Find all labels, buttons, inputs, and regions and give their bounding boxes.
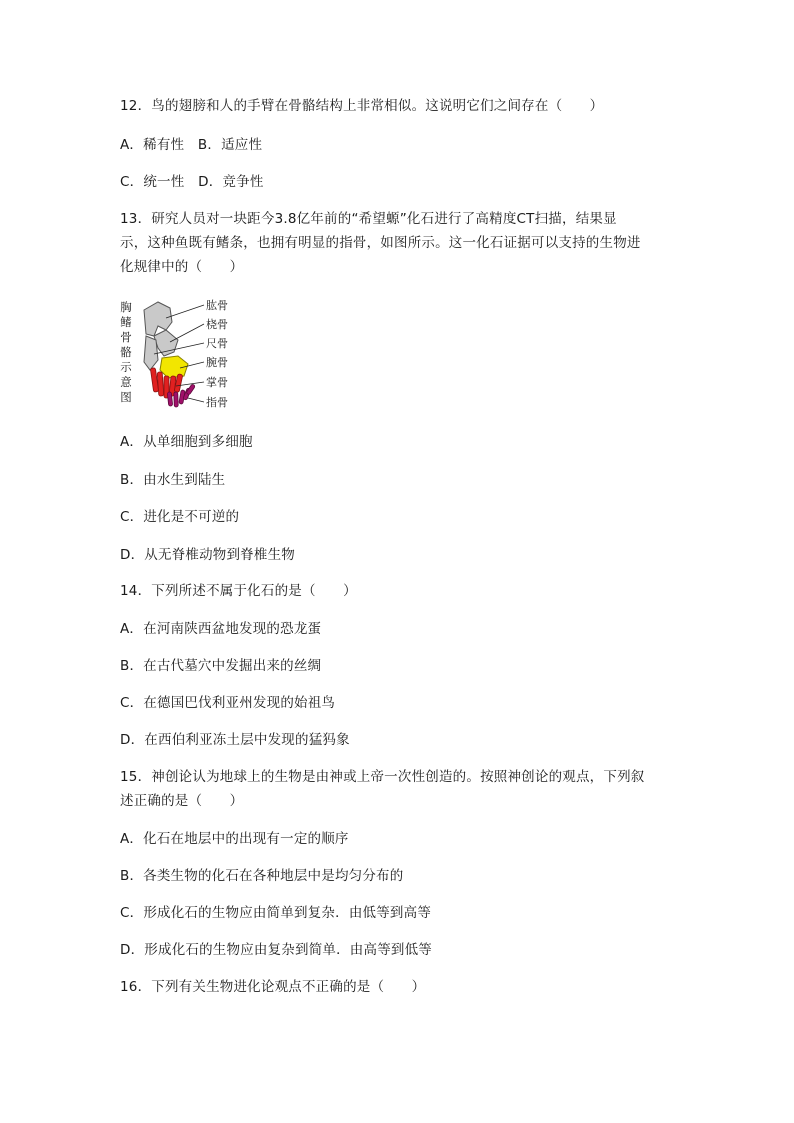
- q15-option-c: C．形成化石的生物应由简单到复杂．由低等到高等: [120, 905, 432, 921]
- fin-bones-drawing: [118, 296, 248, 414]
- label-radius: 桡骨: [206, 318, 228, 331]
- q13-stem-line2: 示，这种鱼既有鳍条，也拥有明显的指骨，如图所示。这一化石证据可以支持的生物进: [120, 235, 641, 251]
- q12-options-row2: C．统一性 D．竞争性: [120, 174, 264, 190]
- q13-option-a: A．从单细胞到多细胞: [120, 434, 253, 450]
- q13-option-c: C．进化是不可逆的: [120, 509, 240, 525]
- q14-option-b: B．在古代墓穴中发掘出来的丝绸: [120, 658, 322, 674]
- q14-option-d: D．在西伯利亚冻土层中发现的猛犸象: [120, 732, 350, 748]
- q14-option-a: A．在河南陕西盆地发现的恐龙蛋: [120, 621, 322, 637]
- label-metacarpal: 掌骨: [206, 376, 228, 389]
- q14-stem: 14．下列所述不属于化石的是（ ）: [120, 583, 357, 599]
- label-humerus: 肱骨: [206, 299, 228, 312]
- q15-option-d: D．形成化石的生物应由复杂到简单．由高等到低等: [120, 942, 432, 958]
- ulna-bone: [144, 336, 158, 370]
- q15-stem-line1: 15．神创论认为地球上的生物是由神或上帝一次性创造的。按照神创论的观点，下列叙: [120, 769, 645, 785]
- label-digit: 指骨: [206, 396, 228, 409]
- q16-stem: 16．下列有关生物进化论观点不正确的是（ ）: [120, 979, 426, 995]
- q15-option-a: A．化石在地层中的出现有一定的顺序: [120, 831, 349, 847]
- q13-stem-line3: 化规律中的（ ）: [120, 259, 244, 275]
- q13-option-b: B．由水生到陆生: [120, 472, 226, 488]
- label-ulna: 尺骨: [206, 337, 228, 350]
- q12-stem: 12．鸟的翅膀和人的手臂在骨骼结构上非常相似。这说明它们之间存在（ ）: [120, 98, 604, 114]
- fin-skeleton-figure: [118, 296, 248, 414]
- q12-options-row1: A．稀有性 B．适应性: [120, 137, 263, 153]
- q14-option-c: C．在德国巴伐利亚州发现的始祖鸟: [120, 695, 336, 711]
- figure-vertical-caption: 胸 鳍 骨 骼 示 意 图: [120, 300, 132, 404]
- q15-stem-line2: 述正确的是（ ）: [120, 793, 244, 809]
- q13-option-d: D．从无脊椎动物到脊椎生物: [120, 547, 295, 563]
- q13-stem-line1: 13．研究人员对一块距今3.8亿年前的“希望螈”化石进行了高精度CT扫描，结果显: [120, 211, 617, 227]
- q15-option-b: B．各类生物的化石在各种地层中是均匀分布的: [120, 868, 404, 884]
- label-wrist: 腕骨: [206, 356, 228, 369]
